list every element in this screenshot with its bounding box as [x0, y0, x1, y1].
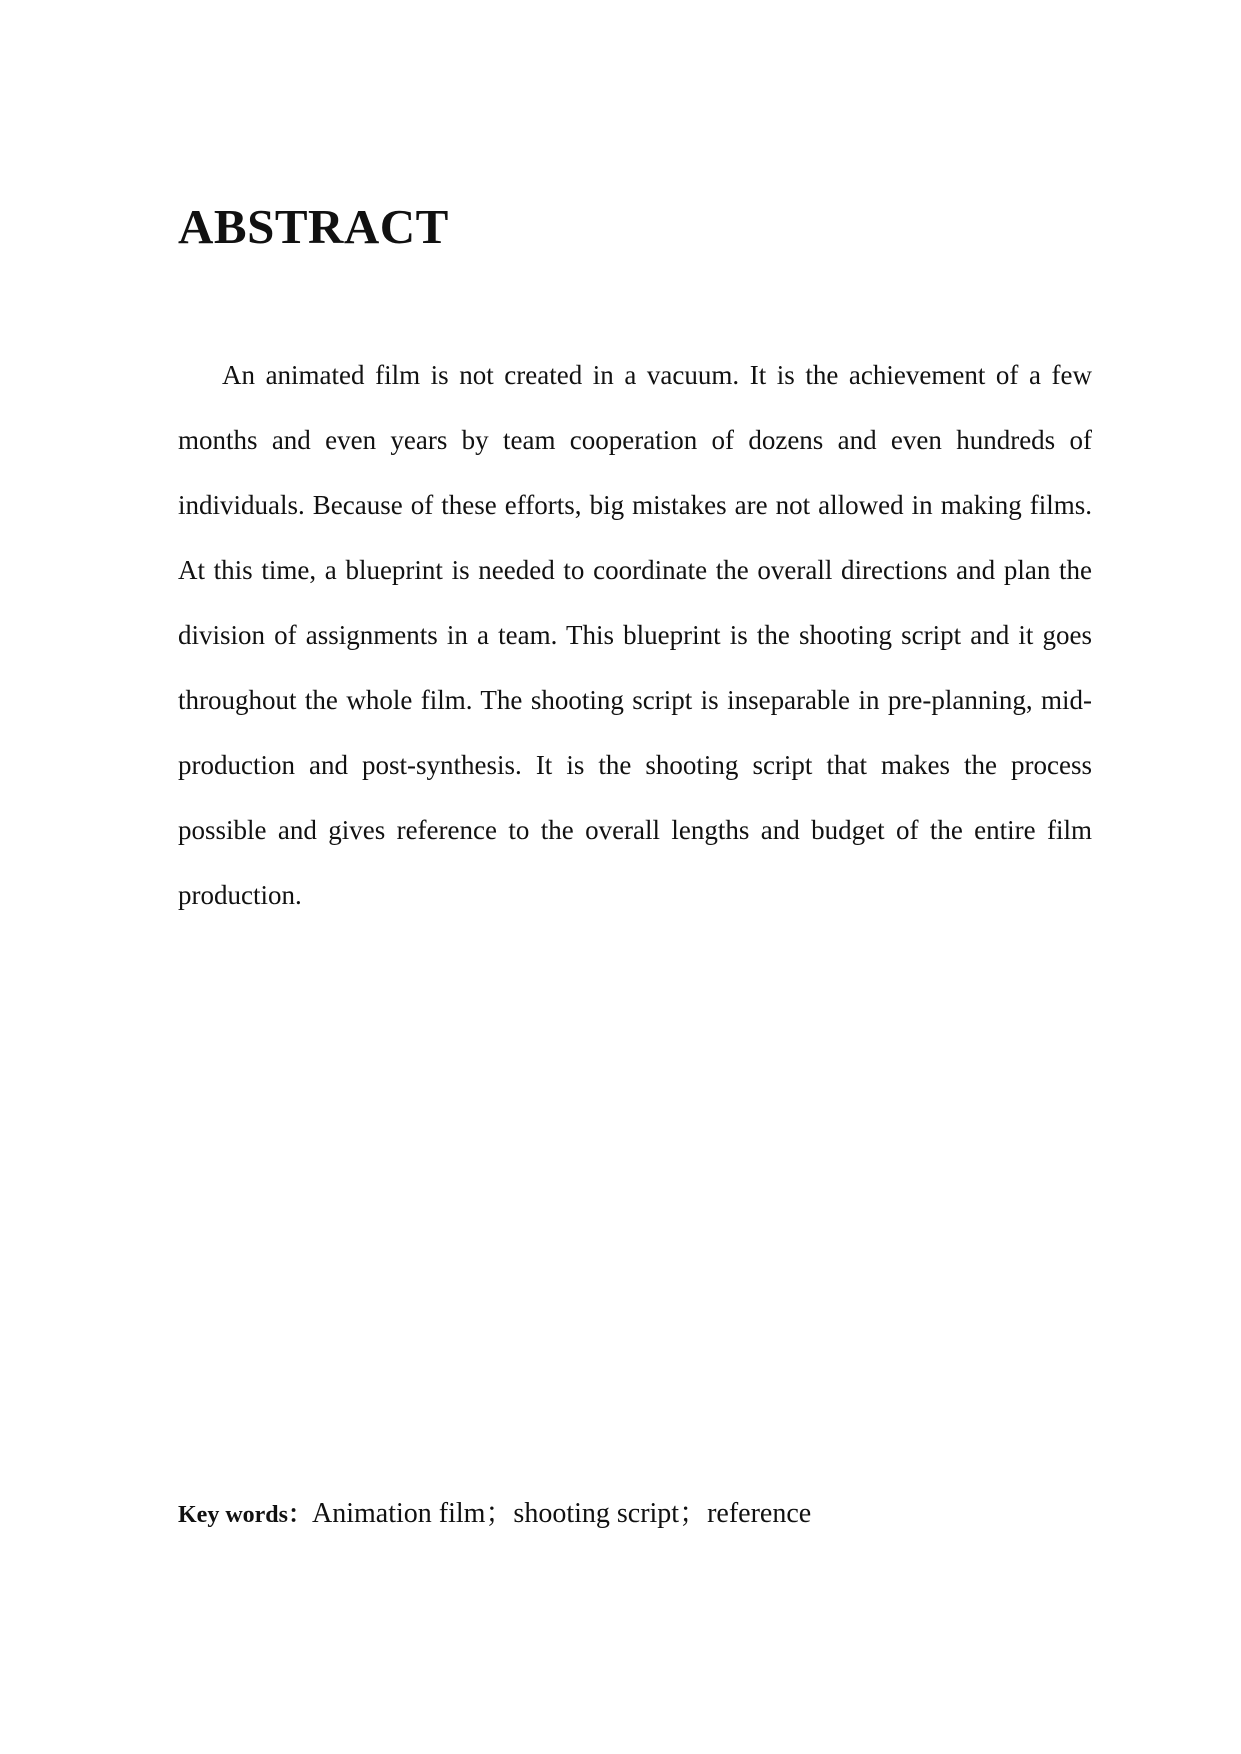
keywords-values: Animation film；shooting script；reference: [312, 1498, 812, 1529]
keywords-label: Key words：: [178, 1502, 312, 1528]
keywords-line: [178, 1500, 811, 1528]
abstract-title: ABSTRACT: [178, 199, 449, 254]
abstract-paragraph: An animated film is not created in a vacuum. It is the achievement of a few months and even years by team cooperation of dozens and even hundreds of individuals. Because of these efforts, big mistakes are not allowed in making films. At this time, a blueprint is needed to coordinate the overall directions and plan the division of assignments in a team. This blueprint is the shooting script and it goes throughout the whole film. The shooting script is inseparable in pre-planning, mid-production and post-synthesis. It is the shooting script that makes the process possible and gives reference to the overall lengths and budget of the entire film production.: [178, 360, 1092, 910]
